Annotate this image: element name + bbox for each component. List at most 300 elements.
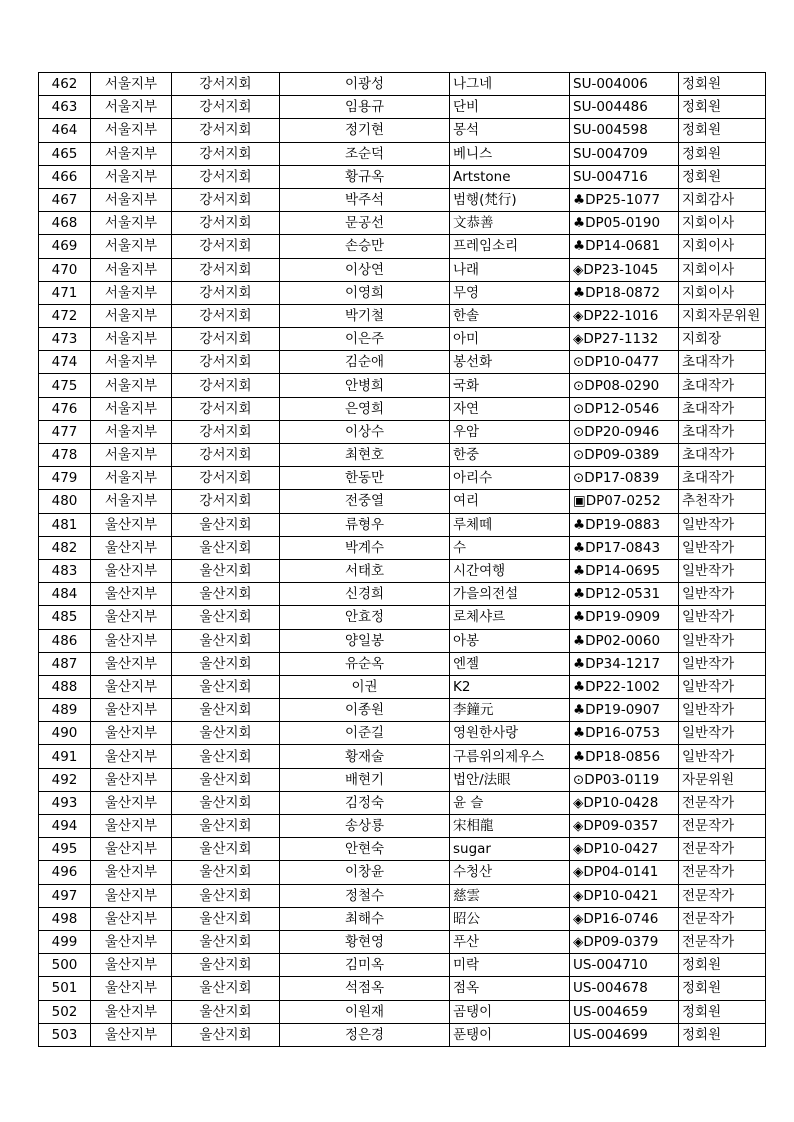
member-chapter: 울산지회 [172,791,280,814]
member-name: 이종원 [280,699,450,722]
member-chapter: 강서지회 [172,490,280,513]
member-rank: 초대작가 [679,420,766,443]
member-name: 정은경 [280,1023,450,1046]
member-name: 최해수 [280,907,450,930]
member-alias: 몽석 [450,119,570,142]
table-row [39,652,766,675]
member-alias: sugar [450,838,570,861]
member-roster-sheet [38,72,765,1047]
member-name: 이영희 [280,281,450,304]
table-row [39,930,766,953]
member-code: ◈DP10-0428 [570,791,679,814]
member-code: ♣DP17-0843 [570,536,679,559]
member-name: 손승만 [280,235,450,258]
member-number: 479 [39,467,91,490]
member-number: 472 [39,304,91,327]
member-branch: 서울지부 [91,420,172,443]
member-number: 494 [39,815,91,838]
member-branch: 울산지부 [91,606,172,629]
member-branch: 울산지부 [91,815,172,838]
member-number: 495 [39,838,91,861]
member-name: 이창윤 [280,861,450,884]
member-chapter: 울산지회 [172,513,280,536]
member-rank: 일반작가 [679,675,766,698]
member-branch: 서울지부 [91,212,172,235]
member-code: ♣DP02-0060 [570,629,679,652]
member-alias: 단비 [450,96,570,119]
member-code: ♣DP19-0883 [570,513,679,536]
member-name: 문공선 [280,212,450,235]
member-number: 496 [39,861,91,884]
member-rank: 전문작가 [679,791,766,814]
member-chapter: 울산지회 [172,884,280,907]
member-chapter: 강서지회 [172,281,280,304]
table-row [39,791,766,814]
member-chapter: 울산지회 [172,675,280,698]
member-number: 470 [39,258,91,281]
table-row [39,420,766,443]
member-code: ◈DP04-0141 [570,861,679,884]
member-rank: 초대작가 [679,351,766,374]
member-name: 배현기 [280,768,450,791]
member-number: 475 [39,374,91,397]
member-number: 464 [39,119,91,142]
table-row [39,954,766,977]
member-code: ◈DP23-1045 [570,258,679,281]
table-row [39,699,766,722]
member-number: 489 [39,699,91,722]
member-alias: 루체떼 [450,513,570,536]
member-code: ♣DP14-0695 [570,559,679,582]
table-row [39,606,766,629]
member-code: ♣DP19-0909 [570,606,679,629]
member-alias: 미락 [450,954,570,977]
member-chapter: 강서지회 [172,351,280,374]
member-code: US-004659 [570,1000,679,1023]
member-branch: 서울지부 [91,119,172,142]
member-name: 조순덕 [280,142,450,165]
member-alias: 봉선화 [450,351,570,374]
member-alias: 범행(梵行) [450,188,570,211]
member-code: SU-004716 [570,165,679,188]
table-row [39,142,766,165]
member-alias: 수 [450,536,570,559]
table-row [39,467,766,490]
table-row [39,1000,766,1023]
table-row [39,977,766,1000]
member-branch: 서울지부 [91,351,172,374]
member-code: ♣DP25-1077 [570,188,679,211]
member-chapter: 강서지회 [172,212,280,235]
table-row [39,96,766,119]
member-rank: 일반작가 [679,745,766,768]
member-alias: 푼탱이 [450,1023,570,1046]
member-number: 483 [39,559,91,582]
member-rank: 초대작가 [679,397,766,420]
table-row [39,815,766,838]
member-rank: 전문작가 [679,838,766,861]
member-branch: 서울지부 [91,258,172,281]
member-alias: 영원한사랑 [450,722,570,745]
member-alias: 수청산 [450,861,570,884]
member-code: ⊙DP17-0839 [570,467,679,490]
member-number: 493 [39,791,91,814]
member-alias: 프레임소리 [450,235,570,258]
member-rank: 전문작가 [679,930,766,953]
member-code: ⊙DP03-0119 [570,768,679,791]
member-rank: 자문위원 [679,768,766,791]
member-alias: 베니스 [450,142,570,165]
member-chapter: 울산지회 [172,536,280,559]
member-branch: 울산지부 [91,884,172,907]
member-code: ◈DP27-1132 [570,328,679,351]
member-rank: 지회장 [679,328,766,351]
member-alias: 시간여행 [450,559,570,582]
table-row [39,351,766,374]
member-number: 469 [39,235,91,258]
member-branch: 서울지부 [91,490,172,513]
member-number: 462 [39,73,91,96]
member-number: 487 [39,652,91,675]
member-alias: 나그네 [450,73,570,96]
member-code: ♣DP12-0531 [570,583,679,606]
member-name: 정기현 [280,119,450,142]
member-branch: 서울지부 [91,397,172,420]
member-rank: 지회이사 [679,281,766,304]
member-rank: 초대작가 [679,374,766,397]
member-code: ♣DP05-0190 [570,212,679,235]
member-number: 486 [39,629,91,652]
member-branch: 서울지부 [91,328,172,351]
member-chapter: 울산지회 [172,815,280,838]
member-number: 503 [39,1023,91,1046]
member-chapter: 강서지회 [172,444,280,467]
member-alias: 한솔 [450,304,570,327]
member-number: 465 [39,142,91,165]
member-rank: 일반작가 [679,652,766,675]
member-name: 박주석 [280,188,450,211]
table-row [39,907,766,930]
member-rank: 일반작가 [679,606,766,629]
member-rank: 일반작가 [679,583,766,606]
member-alias: 아리수 [450,467,570,490]
member-alias: 국화 [450,374,570,397]
member-branch: 서울지부 [91,281,172,304]
member-alias: 나래 [450,258,570,281]
member-branch: 서울지부 [91,142,172,165]
member-code: ♣DP16-0753 [570,722,679,745]
member-chapter: 강서지회 [172,119,280,142]
member-number: 474 [39,351,91,374]
member-name: 임용규 [280,96,450,119]
table-row [39,119,766,142]
member-name: 이상수 [280,420,450,443]
member-number: 466 [39,165,91,188]
member-name: 은영희 [280,397,450,420]
member-number: 485 [39,606,91,629]
member-code: SU-004006 [570,73,679,96]
member-code: SU-004709 [570,142,679,165]
member-name: 황규옥 [280,165,450,188]
member-code: ♣DP19-0907 [570,699,679,722]
member-code: ♣DP22-1002 [570,675,679,698]
member-branch: 울산지부 [91,699,172,722]
member-alias: 우암 [450,420,570,443]
member-chapter: 강서지회 [172,467,280,490]
member-branch: 울산지부 [91,652,172,675]
member-rank: 일반작가 [679,536,766,559]
member-code: US-004678 [570,977,679,1000]
member-code: ⊙DP12-0546 [570,397,679,420]
member-rank: 전문작가 [679,907,766,930]
member-name: 류형우 [280,513,450,536]
member-chapter: 강서지회 [172,397,280,420]
member-chapter: 울산지회 [172,652,280,675]
member-name: 이권 [280,675,450,698]
member-chapter: 울산지회 [172,583,280,606]
table-row [39,675,766,698]
member-chapter: 울산지회 [172,745,280,768]
member-name: 황현영 [280,930,450,953]
member-name: 최현호 [280,444,450,467]
member-branch: 서울지부 [91,165,172,188]
table-row [39,583,766,606]
member-alias: 여리 [450,490,570,513]
table-row [39,1023,766,1046]
member-chapter: 울산지회 [172,1000,280,1023]
member-name: 서태호 [280,559,450,582]
member-branch: 울산지부 [91,907,172,930]
member-name: 석점옥 [280,977,450,1000]
member-chapter: 강서지회 [172,420,280,443]
member-branch: 서울지부 [91,444,172,467]
table-row [39,304,766,327]
member-branch: 울산지부 [91,930,172,953]
member-alias: 한중 [450,444,570,467]
member-chapter: 울산지회 [172,606,280,629]
member-branch: 울산지부 [91,513,172,536]
member-code: ⊙DP10-0477 [570,351,679,374]
member-alias: K2 [450,675,570,698]
member-rank: 일반작가 [679,699,766,722]
member-rank: 정회원 [679,1000,766,1023]
member-code: ▣DP07-0252 [570,490,679,513]
table-row [39,629,766,652]
member-alias: 宋相龍 [450,815,570,838]
member-number: 463 [39,96,91,119]
table-row [39,73,766,96]
member-number: 500 [39,954,91,977]
member-chapter: 울산지회 [172,954,280,977]
member-rank: 추천작가 [679,490,766,513]
member-number: 501 [39,977,91,1000]
member-branch: 울산지부 [91,675,172,698]
member-name: 김정숙 [280,791,450,814]
member-rank: 정회원 [679,96,766,119]
member-table [38,72,766,1047]
member-chapter: 울산지회 [172,559,280,582]
member-number: 468 [39,212,91,235]
member-number: 476 [39,397,91,420]
member-chapter: 강서지회 [172,235,280,258]
table-row [39,768,766,791]
table-row [39,235,766,258]
table-row [39,188,766,211]
table-row [39,838,766,861]
member-chapter: 강서지회 [172,96,280,119]
table-row [39,374,766,397]
member-name: 이준길 [280,722,450,745]
member-branch: 울산지부 [91,768,172,791]
member-alias: 慈雲 [450,884,570,907]
member-number: 491 [39,745,91,768]
member-rank: 정회원 [679,165,766,188]
member-alias: 엔젤 [450,652,570,675]
member-alias: 자연 [450,397,570,420]
member-code: US-004699 [570,1023,679,1046]
table-row [39,861,766,884]
member-code: ◈DP22-1016 [570,304,679,327]
member-branch: 울산지부 [91,1023,172,1046]
member-chapter: 울산지회 [172,907,280,930]
member-alias: 李鐘元 [450,699,570,722]
table-row [39,212,766,235]
member-name: 안현숙 [280,838,450,861]
member-chapter: 강서지회 [172,165,280,188]
table-row [39,513,766,536]
member-code: SU-004486 [570,96,679,119]
member-rank: 초대작가 [679,467,766,490]
member-name: 황재술 [280,745,450,768]
member-number: 490 [39,722,91,745]
member-code: SU-004598 [570,119,679,142]
member-code: ◈DP10-0421 [570,884,679,907]
member-number: 482 [39,536,91,559]
member-rows [39,73,766,1047]
member-chapter: 울산지회 [172,838,280,861]
member-code: US-004710 [570,954,679,977]
member-rank: 지회감사 [679,188,766,211]
member-chapter: 울산지회 [172,768,280,791]
member-alias: 구름위의제우스 [450,745,570,768]
member-branch: 울산지부 [91,583,172,606]
member-branch: 서울지부 [91,96,172,119]
member-number: 502 [39,1000,91,1023]
member-name: 송상룡 [280,815,450,838]
table-row [39,397,766,420]
member-branch: 울산지부 [91,977,172,1000]
member-chapter: 강서지회 [172,304,280,327]
member-rank: 전문작가 [679,884,766,907]
member-chapter: 강서지회 [172,142,280,165]
member-name: 양일봉 [280,629,450,652]
member-chapter: 강서지회 [172,374,280,397]
member-name: 한동만 [280,467,450,490]
member-chapter: 울산지회 [172,977,280,1000]
member-alias: 푸산 [450,930,570,953]
member-number: 478 [39,444,91,467]
member-alias: 가을의전설 [450,583,570,606]
table-row [39,165,766,188]
member-code: ♣DP34-1217 [570,652,679,675]
member-alias: 로체샤르 [450,606,570,629]
member-number: 477 [39,420,91,443]
member-rank: 정회원 [679,119,766,142]
member-name: 박기철 [280,304,450,327]
member-alias: 곰탱이 [450,1000,570,1023]
member-code: ♣DP18-0856 [570,745,679,768]
member-branch: 울산지부 [91,861,172,884]
member-alias: 무영 [450,281,570,304]
member-chapter: 강서지회 [172,188,280,211]
member-name: 이광성 [280,73,450,96]
member-code: ♣DP14-0681 [570,235,679,258]
member-alias: 법안/法眼 [450,768,570,791]
member-name: 이원재 [280,1000,450,1023]
table-row [39,490,766,513]
member-branch: 서울지부 [91,304,172,327]
member-code: ◈DP10-0427 [570,838,679,861]
member-number: 497 [39,884,91,907]
member-chapter: 울산지회 [172,861,280,884]
member-chapter: 울산지회 [172,1023,280,1046]
member-number: 467 [39,188,91,211]
member-number: 481 [39,513,91,536]
member-number: 471 [39,281,91,304]
member-rank: 정회원 [679,73,766,96]
member-chapter: 강서지회 [172,73,280,96]
member-branch: 울산지부 [91,791,172,814]
member-number: 480 [39,490,91,513]
member-code: ◈DP09-0379 [570,930,679,953]
member-rank: 일반작가 [679,629,766,652]
member-name: 신경희 [280,583,450,606]
table-row [39,281,766,304]
member-rank: 전문작가 [679,815,766,838]
member-branch: 울산지부 [91,629,172,652]
member-branch: 서울지부 [91,374,172,397]
table-row [39,745,766,768]
table-row [39,444,766,467]
member-rank: 지회이사 [679,235,766,258]
member-chapter: 울산지회 [172,722,280,745]
member-alias: Artstone [450,165,570,188]
member-number: 492 [39,768,91,791]
member-name: 안병희 [280,374,450,397]
member-branch: 울산지부 [91,722,172,745]
member-name: 김순애 [280,351,450,374]
table-row [39,884,766,907]
member-number: 484 [39,583,91,606]
member-branch: 서울지부 [91,467,172,490]
member-name: 안효정 [280,606,450,629]
member-rank: 정회원 [679,1023,766,1046]
member-name: 전중열 [280,490,450,513]
table-row [39,258,766,281]
member-rank: 일반작가 [679,722,766,745]
member-branch: 서울지부 [91,73,172,96]
member-branch: 서울지부 [91,235,172,258]
member-name: 이상연 [280,258,450,281]
member-branch: 울산지부 [91,954,172,977]
member-name: 박계수 [280,536,450,559]
member-rank: 일반작가 [679,559,766,582]
member-branch: 서울지부 [91,188,172,211]
member-branch: 울산지부 [91,838,172,861]
member-name: 유순옥 [280,652,450,675]
member-rank: 지회자문위원 [679,304,766,327]
member-alias: 아미 [450,328,570,351]
